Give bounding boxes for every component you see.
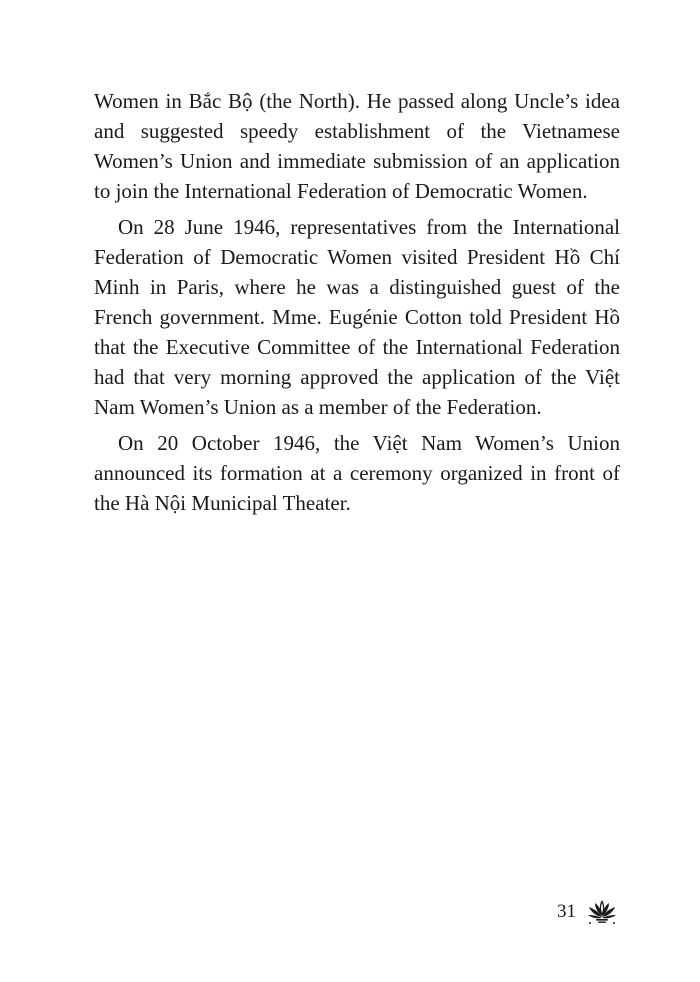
page-number: 31 (557, 901, 576, 922)
paragraph-june-1946: On 28 June 1946, representatives from the International Federation of Democratic Women visited President Hồ Chí Minh in Paris, where he was a distinguished guest of the French government. Mme. Eugénie Cotton told President Hồ that the Executive Committee of the International Federation had that very morning approved the application of the Việt Nam Women’s Union as a member of the Federation. (94, 215, 620, 419)
paragraph-continued: Women in Bắc Bộ (the North). He passed along Uncle’s idea and suggested speedy establishment of the Vietnamese Women’s Union and immediate submission of an application to join the International Federation of Democratic Women. (94, 89, 620, 203)
page-footer (557, 898, 618, 926)
lotus-icon (586, 898, 618, 926)
page-body (94, 86, 620, 524)
paragraph-october-1946: On 20 October 1946, the Việt Nam Women’s Union announced its formation at a ceremony organized in front of the Hà Nội Municipal Theater. (94, 431, 620, 515)
